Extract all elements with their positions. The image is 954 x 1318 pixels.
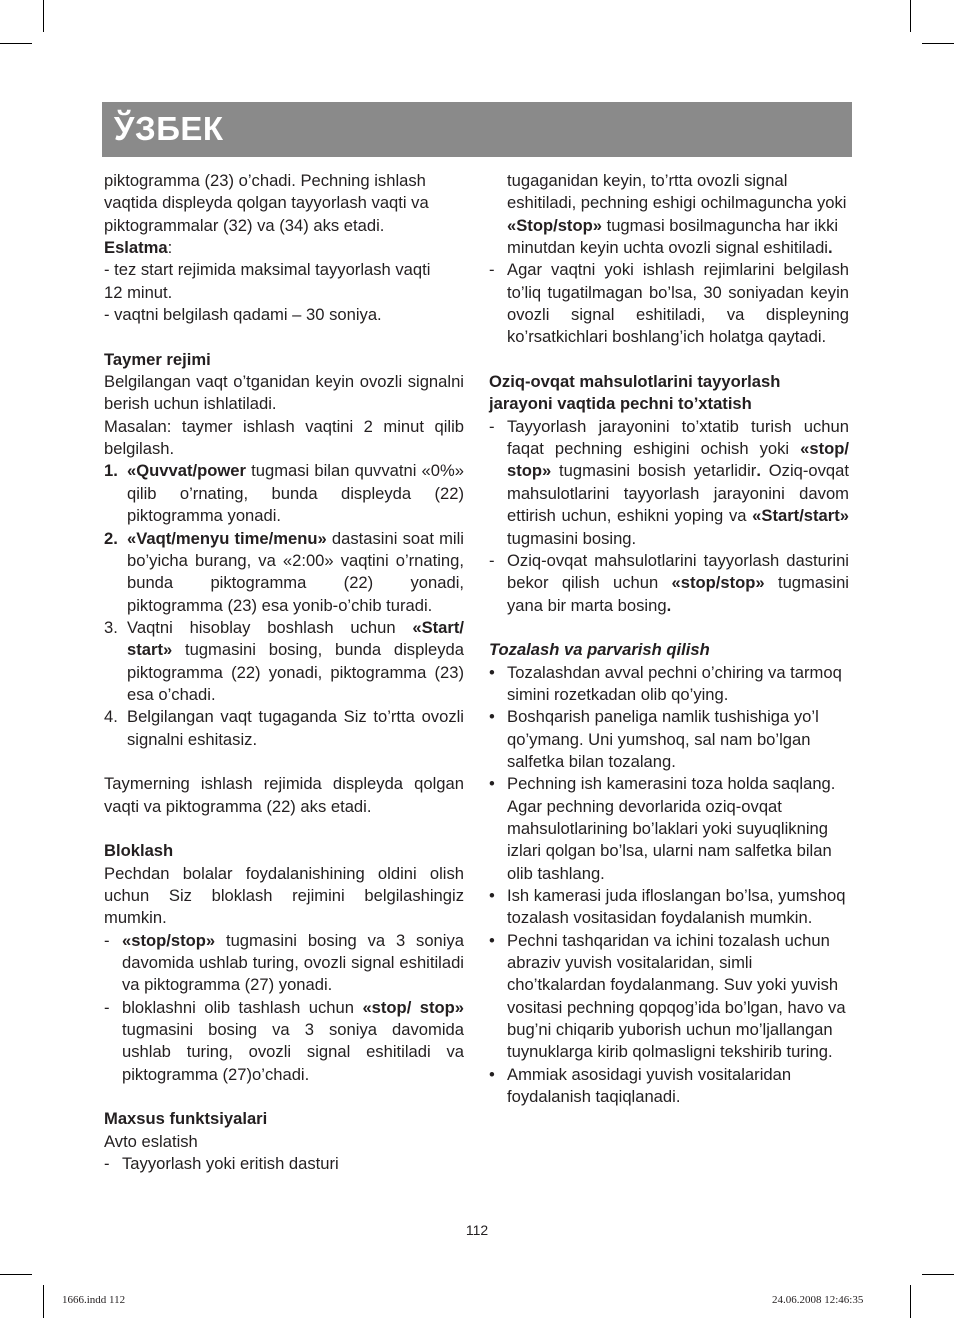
dash-marker: -: [489, 550, 495, 570]
item-text: bloklashni olib tashlash uchun: [122, 997, 363, 1017]
dash-marker: -: [104, 1154, 110, 1174]
timer-summary: Taymerning ishlash rejimida displeyda qolgan vaqti va piktogramma (22) aks etadi.: [104, 774, 464, 816]
button-name: «Vaqt/menyu time/menu»: [127, 528, 327, 548]
step-text: Belgilangan vaqt tugaganda Siz to’rtta ovozli signalni eshitasiz.: [127, 707, 464, 749]
note-label-line: [104, 237, 464, 259]
stop-item-2: [489, 550, 849, 617]
item-text: Ammiak asosidagi yuvish vositalaridan foydalanish taqiqlanadi.: [507, 1064, 792, 1107]
care-item: [489, 773, 849, 885]
stop-heading-line: jarayoni vaqtida pechni to’xtatish: [489, 394, 752, 414]
item-text: Tozalashdan avval pechni o’chiring va tarmoq simini rozetkadan olib qo’ying.: [507, 662, 842, 704]
item-text: tugmasi bosilmaguncha har ikki minutdan keyin uchta ovozli signal eshitiladi: [507, 215, 839, 258]
crop-mark: [43, 0, 44, 32]
stop-item-1: [489, 416, 849, 550]
note-line: 12 minut.: [104, 282, 173, 302]
bullet-marker: •: [489, 1064, 495, 1084]
item-text: Boshqarish paneliga namlik tushishiga yo’l qo’ymang. Uni yumshoq, sal nam bo’lgan salfetka bilan tozalang.: [507, 707, 819, 771]
bullet-marker: •: [489, 774, 495, 794]
care-heading: Tozalash va parvarish qilish: [489, 640, 710, 660]
item-text: tugmasini bosing.: [507, 528, 637, 548]
item-text: Pechni tashqaridan va ichini tozalash uchun abraziv yuvish vositalaridan, simli cho’tkalardan foydalanmang. Suv yoki yuvish vositasi pechning qopqog’ida bo’lgan, havo va bug’ni chiqarib yuborish uchun mo’ljallangan tuynuklarga kirib qolmasligni tekshirib turing.: [507, 930, 846, 1062]
item-dot: .: [828, 238, 833, 258]
step-text: tugmasi bilan quvvatni «0%» qilib o’rnating, bunda displeyda (22) piktogramma yonadi.: [127, 461, 464, 526]
timer-example: Masalan: taymer ishlash vaqtini 2 minut qilib belgilash.: [104, 416, 464, 459]
item-text: Tayyorlash jarayonini to’xtatib turish uchun faqat pechning eshigini ochish yoki: [507, 416, 849, 459]
file-slug: 1666.indd 112: [62, 1294, 126, 1306]
timer-description: Belgilangan vaqt o’tganidan keyin ovozli signalni berish uchun ishlatiladi.: [104, 372, 464, 414]
crop-mark: [922, 43, 954, 44]
button-name: «stop/stop»: [671, 573, 765, 593]
step-text: tugmasini bosing, bunda displeyda piktogramma (22) yonadi, piktogramma (23) esa o’chadi.: [127, 640, 464, 704]
bullet-marker: •: [489, 886, 495, 905]
button-name: «stop/ stop»: [362, 997, 465, 1017]
bullet-marker: •: [489, 707, 495, 727]
crop-mark: [0, 43, 32, 44]
special-item-1: [104, 1153, 464, 1175]
dash-marker: -: [104, 997, 110, 1017]
bullet-marker: •: [489, 930, 495, 950]
language-title: ЎЗБЕК: [114, 110, 224, 147]
crop-mark: [0, 1274, 32, 1275]
step-number: 4.: [104, 707, 118, 727]
step-text: Vaqtni hisoblay boshlash uchun: [127, 617, 413, 637]
timer-step-4: [104, 706, 464, 751]
crop-mark: [910, 1285, 911, 1318]
note-line: - vaqtni belgilash qadami – 30 soniya.: [104, 305, 382, 325]
item-text: tugmasini bosing va 3 soniya davomida ushlab turing, ovozli signal eshitiladi va piktogramma (27) yonadi.: [122, 930, 464, 995]
dash-marker: -: [489, 416, 495, 436]
dash-marker: -: [489, 260, 495, 280]
step-text: dastasini soat mili bo’yicha burang, va «2:00» vaqtini o’rnating, bunda piktogramma (22) yonadi, piktogramma (23) esa yonib-o’chib turadi.: [127, 528, 464, 615]
item-text: Pechning ish kamerasini toza holda saqlang. Agar pechning devorlarida oziq-ovqat mahsulotlarining bo’laklari yoki suyuqlikning izlari qolgan bo’lsa, ularni nam salfetka bilan olib tashlang.: [507, 774, 836, 883]
intro-line: piktogrammalar (32) va (34) aks etadi.: [104, 215, 385, 235]
stop-heading-line: Oziq-ovqat mahsulotlarini tayyorlash: [489, 372, 781, 392]
step-number: 1.: [104, 461, 118, 481]
care-item: [489, 1064, 849, 1109]
button-name: «stop/ stop»: [507, 439, 849, 481]
timer-step-3: [104, 617, 464, 706]
special-subheading: Avto eslatish: [104, 1131, 198, 1151]
intro-line: piktogramma (23) o’chadi. Pechning ishlash: [104, 171, 426, 190]
timer-step-1: [104, 460, 464, 527]
item-text: tugaganidan keyin, to’rtta ovozli signal eshitiladi, pechning eshigi ochilmaguncha yoki: [507, 171, 847, 213]
care-item: [489, 662, 849, 707]
auto-reminder-item-2: [489, 259, 849, 348]
item-text: tugmasini bosish yetarlidir: [551, 461, 757, 481]
lock-description: Pechdan bolalar foydalanishining oldini olish uchun Siz bloklash rejimini belgilashingiz mumkin.: [104, 863, 464, 928]
page-number: 112: [465, 1222, 489, 1238]
bullet-marker: •: [489, 662, 495, 682]
care-item: [489, 706, 849, 773]
item-dot: .: [756, 461, 761, 481]
button-name: «Start/start»: [752, 506, 849, 526]
auto-reminder-continuation: [489, 170, 849, 259]
right-column: [489, 170, 849, 1108]
lock-item-1: [104, 930, 464, 997]
item-text: Oziq-ovqat mahsulotlarini tayyorlash dasturini bekor qilish uchun: [507, 550, 849, 593]
step-number: 2.: [104, 528, 118, 548]
button-name: «stop/stop»: [122, 930, 216, 950]
step-number: 3.: [104, 617, 118, 637]
note-label: Eslatma: [104, 238, 168, 258]
crop-mark: [43, 1285, 44, 1318]
crop-mark: [922, 1274, 954, 1275]
lock-heading: Bloklash: [104, 841, 174, 861]
button-name: «Start/ start»: [127, 617, 464, 660]
item-text: Ish kamerasi juda ifloslangan bo’lsa, yumshoq tozalash vositasidan foydalanish mumkin.: [507, 886, 846, 928]
item-text: Tayyorlash yoki eritish dasturi: [122, 1154, 339, 1174]
section-header: [102, 102, 852, 157]
care-item: [489, 885, 849, 930]
item-text: Agar vaqtni yoki ishlash rejimlarini belgilash to’liq tugatilmagan bo’lsa, 30 soniyadan keyin ovozli signal eshitiladi, va displeyning ko’rsatkichlari boshlang’ich holatga qaytadi.: [507, 260, 849, 347]
item-dot: .: [666, 595, 672, 615]
lock-item-2: [104, 997, 464, 1086]
dash-marker: -: [104, 930, 110, 950]
timer-step-2: [104, 528, 464, 617]
item-text: tugmasini yana bir marta bosing: [507, 573, 849, 615]
left-column: [104, 170, 464, 1175]
special-heading: Maxsus funktsiyalari: [104, 1109, 268, 1129]
note-line: - tez start rejimida maksimal tayyorlash vaqti: [104, 260, 431, 280]
care-item: [489, 930, 849, 1064]
item-text: tugmasini bosing va 3 soniya davomida ushlab turing, ovozli signal eshitiladi va piktogramma (27)o’chadi.: [122, 1020, 464, 1084]
note-colon: :: [167, 238, 173, 258]
item-text: Oziq-ovqat mahsulotlarini tayyorlash jarayonini davom ettirish uchun, eshikni yoping va: [507, 461, 849, 526]
button-name: «Stop/stop»: [507, 215, 602, 235]
button-name: «Quvvat/power: [127, 461, 246, 481]
intro-line: vaqtida displeyda qolgan tayyorlash vaqti va: [104, 193, 429, 213]
crop-mark: [910, 0, 911, 32]
timer-heading: Taymer rejimi: [104, 349, 211, 369]
date-slug: 24.06.2008 12:46:35: [772, 1294, 864, 1306]
